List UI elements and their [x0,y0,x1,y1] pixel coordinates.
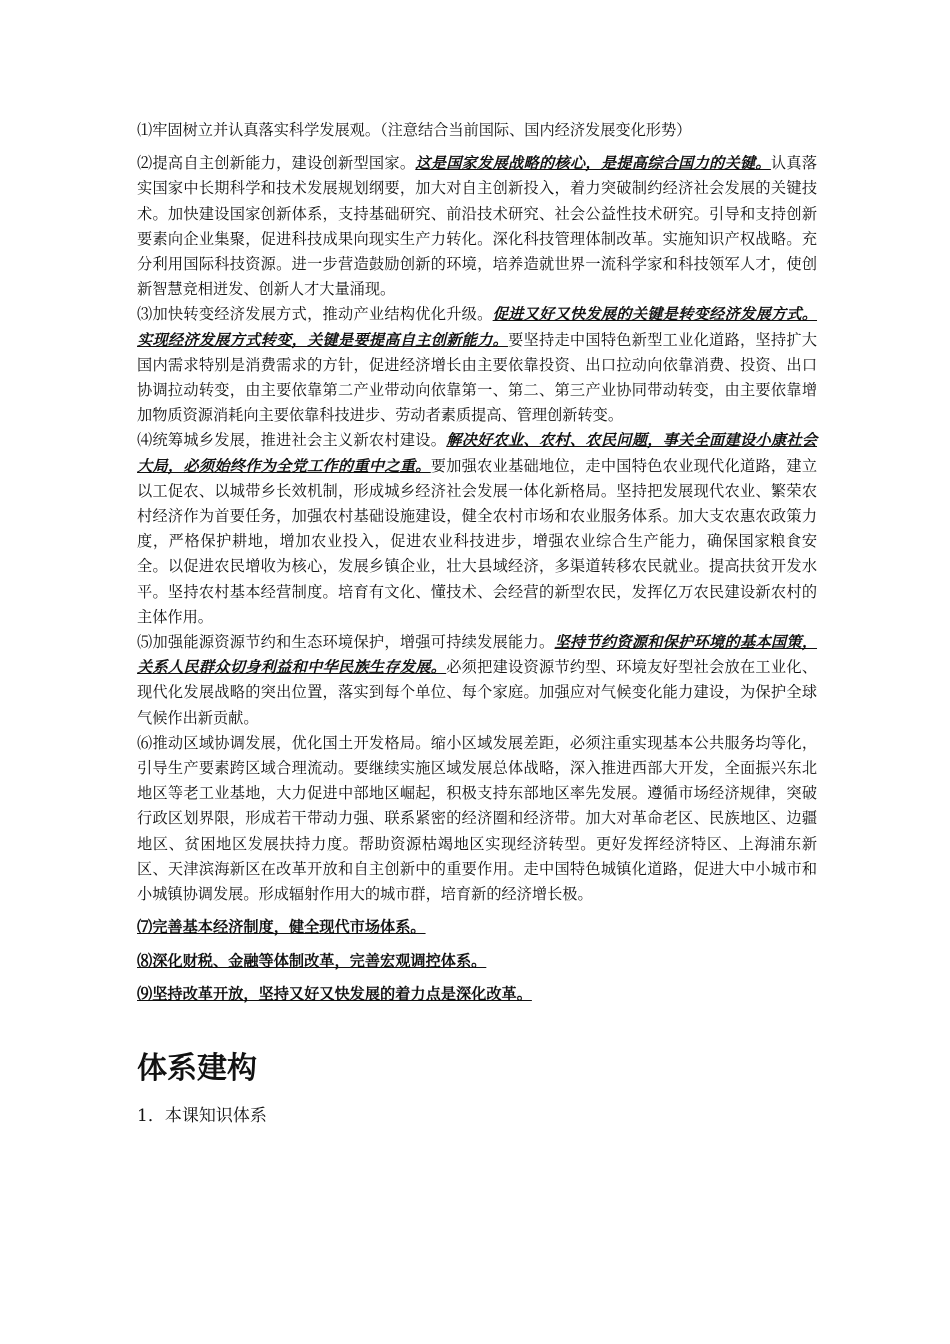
section-heading: 体系建构 [137,1050,257,1086]
item-9-text: ⑼坚持改革开放，坚持又好又快发展的着力点是深化改革。 [137,984,532,1003]
item-7-text: ⑺完善基本经济制度，健全现代市场体系。 [137,918,426,937]
item-7 [137,915,817,940]
item-8-text: ⑻深化财税、金融等体制改革，完善宏观调控体系。 [137,951,487,970]
paragraph-3-body: 要坚持走中国特色新型工业化道路，坚持扩大国内需求特别是消费需求的方针，促进经济增长由主要依靠投资、出口拉动向依靠消费、投资、出口协调拉动转变，由主要依靠第二产业带动向依靠第一、第二、第三产业协同带动转变，由主要依靠增加物质资源消耗向主要依靠科技进步、劳动者素质提高、管理创新转变。 [137,330,818,425]
item-8 [137,949,817,974]
paragraph-6 [137,731,817,907]
paragraph-1 [137,118,817,143]
paragraph-5 [137,630,817,731]
paragraph-4 [137,428,817,630]
paragraph-2 [137,151,817,302]
paragraph-4-body: 要加强农业基础地位，走中国特色农业现代化道路，建立以工促农、以城带乡长效机制，形成城乡经济社会发展一体化新格局。坚持把发展现代农业、繁荣农村经济作为首要任务，加强农村基础设施建设，健全农村市场和农业服务体系。加大支农惠农政策力度，严格保护耕地，增加农业投入，促进农业科技进步，增强农业综合生产能力，确保国家粮食安全。以促进农民增收为核心，发展乡镇企业，壮大县域经济，多渠道转移农民就业。提高扶贫开发水平。坚持农村基本经营制度。培育有文化、懂技术、会经营的新型农民，发挥亿万农民建设新农村的主体作用。 [137,456,818,626]
paragraph-1-text: ⑴牢固树立并认真落实科学发展观。（注意结合当前国际、国内经济发展变化形势） [137,121,692,139]
paragraph-3-emphasis: 促进又好又快发展的关键是转变经济发展方式。实现经济发展方式转变，关键是要提高自主创新能力。 [137,305,818,349]
paragraph-4-emphasis: 解决好农业、农村、农民问题，事关全面建设小康社会大局，必须始终作为全党工作的重中之重。 [137,431,818,475]
document-body [137,118,817,1129]
paragraph-2-emphasis: 这是国家发展战略的核心，是提高综合国力的关键。 [415,154,771,173]
paragraph-2-body: 认真落实国家中长期科学和技术发展规划纲要，加大对自主创新投入，着力突破制约经济社会发展的关键技术。加快建设国家创新体系，支持基础研究、前沿技术研究、社会公益性技术研究。引导和支持创新要素向企业集聚，促进科技成果向现实生产力转化。深化科技管理体制改革。实施知识产权战略。充分利用国际科技资源。进一步营造鼓励创新的环境，培养造就世界一流科学家和科技领军人才，使创新智慧竞相迸发、创新人才大量涌现。 [137,154,818,299]
item-9 [137,982,817,1007]
paragraph-4-lead: ⑷统筹城乡发展，推进社会主义新农村建设。 [137,431,447,450]
paragraph-5-lead: ⑸加强能源资源节约和生态环境保护，增强可持续发展能力。 [137,633,555,652]
paragraph-5-body: 必须把建设资源节约型、环境友好型社会放在工业化、现代化发展战略的突出位置，落实到每个单位、每个家庭。加强应对气候变化能力建设，为保护全球气候作出新贡献。 [137,658,818,727]
paragraph-3-lead: ⑶加快转变经济发展方式，推动产业结构优化升级。 [137,305,493,324]
paragraph-6-text: ⑹推动区域协调发展，优化国土开发格局。缩小区域发展差距，必须注重实现基本公共服务均等化，引导生产要素跨区域合理流动。要继续实施区域发展总体战略，深入推进西部大开发，全面振兴东北地区等老工业基地，大力促进中部地区崛起，积极支持东部地区率先发展。遵循市场经济规律，突破行政区划界限，形成若干带动力强、联系紧密的经济圈和经济带。加大对革命老区、民族地区、边疆地区、贫困地区发展扶持力度。帮助资源枯竭地区实现经济转型。更好发挥经济特区、上海浦东新区、天津滨海新区在改革开放和自主创新中的重要作用。走中国特色城镇化道路，促进大中小城市和小城镇协调发展。形成辐射作用大的城市群，培育新的经济增长极。 [137,733,817,904]
paragraph-2-lead: ⑵提高自主创新能力，建设创新型国家。 [137,154,416,173]
section-subheading: 1．本课知识体系 [137,1105,267,1126]
paragraph-5-emphasis: 坚持节约资源和保护环境的基本国策，关系人民群众切身利益和中华民族生存发展。 [137,633,818,677]
paragraph-3 [137,302,817,428]
